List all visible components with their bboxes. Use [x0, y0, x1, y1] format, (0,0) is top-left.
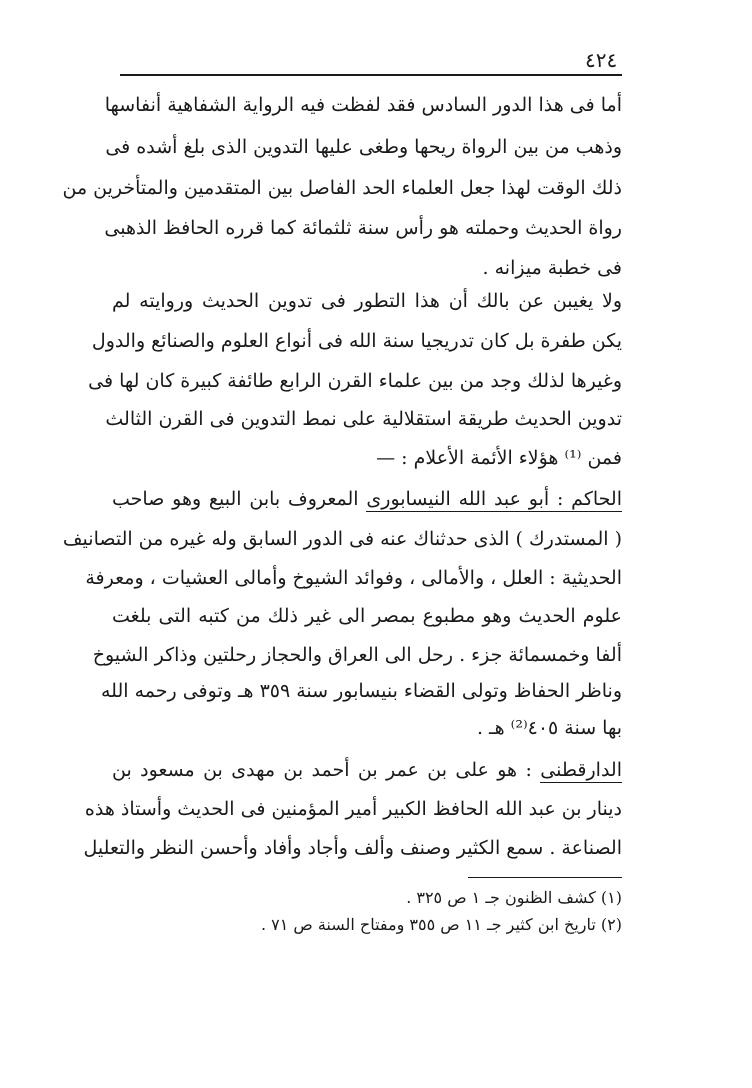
paragraph1-line: فى خطبة ميزانه .: [482, 257, 622, 279]
daraqutni-line: الصناعة . سمع الكثير وصنف وألف وأجاد وأفاد وأحسن النظر والتعليل: [83, 837, 622, 859]
hakim-line: وناظر الحفاظ وتولى القضاء بنيسابور سنة ٣٥٩ هـ وتوفى رحمه الله: [101, 680, 622, 702]
paragraph2-line: وغيرها لذلك وجد من بين علماء القرن الرابع طائفة كبيرة كان لها فى: [88, 370, 622, 392]
paragraph1-line: ذلك الوقت لهذا جعل العلماء الحد الفاصل بين المتقدمين والمتأخرين من: [62, 177, 622, 199]
footnote-2: (٢) تاريخ ابن كثير جـ ١١ ص ٣٥٥ ومفتاح السنة ص ٧١ .: [260, 915, 622, 934]
paragraph1-line: وذهب من بين الرواة ريحها وطغى عليها التدوين الذى بلغ أشده فى: [105, 136, 622, 158]
hakim-line: الحديثية : العلل ، والأمالى ، وفوائد الشيوخ وأمالى العشيات ، ومعرفة: [85, 567, 622, 589]
hakim-line-rest: المعروف بابن البيع وهو صاحب: [112, 488, 367, 510]
daraqutni-line-first: [112, 755, 622, 785]
paragraph1-line: رواة الحديث وحملته هو رأس سنة ثلثمائة كما قرره الحافظ الذهبى: [104, 217, 622, 239]
paragraph2-line: ولا يغيبن عن بالك أن هذا التطور فى تدوين الحديث وروايته لم: [112, 290, 622, 312]
hakim-line: بها سنة ٤٠٥⁽²⁾ هـ .: [476, 717, 622, 739]
hakim-line-first: [112, 484, 622, 514]
hakim-line: ألفا وخمسمائة جزء . رحل الى العراق والحجاز رحلتين وذاكر الشيوخ: [92, 644, 622, 666]
daraqutni-name: الدارقطنى: [540, 759, 622, 781]
hakim-line: ( المستدرك ) الذى حدثناك عنه فى الدور السابق وله غيره من التصانيف: [62, 528, 622, 550]
paragraph1-line: أما فى هذا الدور السادس فقد لفظت فيه الرواية الشفاهية أنفاسها: [104, 94, 622, 116]
paragraph2-line: فمن ⁽¹⁾ هؤلاء الأئمة الأعلام : —: [376, 447, 622, 469]
hakim-line: علوم الحديث وهو مطبوع بمصر الى غير ذلك من كتبه التى بلغت: [112, 605, 622, 627]
hakim-name: الحاكم : أبو عبد الله النيسابورى: [366, 488, 622, 510]
paragraph2-line: تدوين الحديث طريقة استقلالية على نمط التدوين فى القرن الثالث: [105, 408, 622, 430]
paragraph2-line: يكن طفرة بل كان تدريجيا سنة الله فى أنواع العلوم والصنائع والدول: [91, 330, 622, 352]
header-rule: [120, 74, 622, 76]
footnote-1: (١) كشف الظنون جـ ١ ص ٣٢٥ .: [406, 888, 622, 907]
daraqutni-line-rest: : هو على بن عمر بن أحمد بن مهدى بن مسعود بن: [112, 759, 541, 781]
daraqutni-line: دينار بن عبد الله الحافظ الكبير أمير المؤمنين فى الحديث وأستاذ هذه: [84, 798, 622, 820]
page-number: ٤٢٤: [585, 48, 618, 72]
footnote-rule: [468, 877, 622, 878]
